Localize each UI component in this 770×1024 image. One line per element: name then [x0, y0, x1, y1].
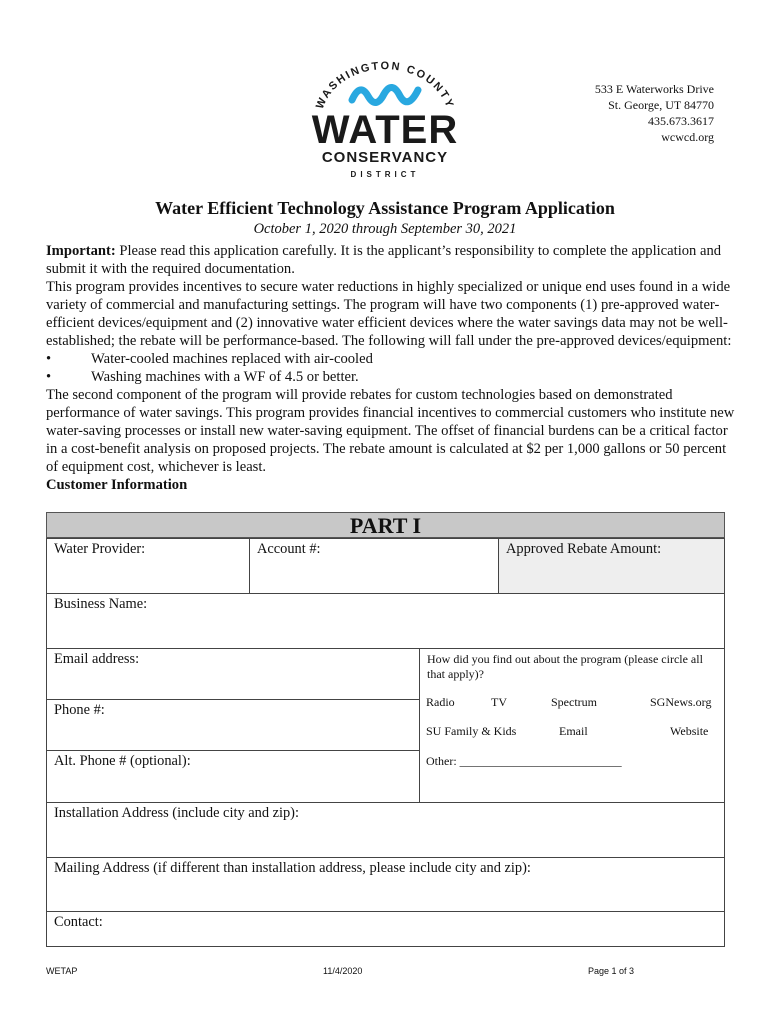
- option-website[interactable]: Website: [670, 724, 709, 738]
- footer-date: 11/4/2020: [323, 966, 363, 976]
- logo-water-text: WATER: [311, 108, 459, 152]
- important-label: Important:: [46, 243, 116, 259]
- mailing-address-label: Mailing Address (if different than installation address, please include city and zip):: [54, 860, 531, 876]
- option-su-family-kids[interactable]: SU Family & Kids: [426, 724, 517, 738]
- phone-field[interactable]: [46, 699, 420, 751]
- installation-address-field[interactable]: [46, 802, 725, 858]
- second-component-paragraph: The second component of the program will provide rebates for custom technologies based on demonstrated performance of water savings. This program provides financial incentives to commercial customers who institute new water-saving processes or install new water-saving equipment. The offset of financial burdens can be a critical factor in a cost-benefit analysis on proposed projects. The rebate amount is calculated at $2 per 1,000 gallons or 50 percent of equipment cost, whichever is least.: [46, 387, 735, 475]
- document-subtitle: October 1, 2020 through September 30, 2021: [253, 221, 517, 237]
- bullet-text: Water-cooled machines replaced with air-cooled: [91, 351, 373, 367]
- alt-phone-field[interactable]: [46, 750, 420, 803]
- wave-icon: [352, 87, 418, 102]
- installation-address-label: Installation Address (include city and zip):: [54, 805, 299, 821]
- logo-district-text: DISTRICT: [350, 170, 420, 179]
- option-radio[interactable]: Radio: [426, 695, 455, 709]
- address-city: St. George, UT 84770: [608, 98, 714, 112]
- mailing-address-field[interactable]: [46, 857, 725, 912]
- option-tv[interactable]: TV: [491, 695, 507, 709]
- contact-field[interactable]: [46, 911, 725, 947]
- footer-page-number: Page 1 of 3: [588, 966, 635, 976]
- footer-form-code: WETAP: [46, 966, 78, 976]
- important-paragraph: [46, 242, 736, 278]
- bullet-item: [46, 350, 736, 368]
- bullet-marker: •: [46, 369, 52, 385]
- phone-label: Phone #:: [54, 702, 105, 718]
- program-description: This program provides incentives to secure water reductions in highly specialized or unique end uses found in a wide variety of commercial and manufacturing settings. The program will have two components (1) pre-approved water-efficient devices/equipment and (2) innovative water efficient devices where the water savings data may not be well-established; the rebate will be performance-based. The following will fall under the pre-approved devices/equipment:: [46, 279, 732, 349]
- body-text: [46, 242, 736, 494]
- district-logo: [300, 60, 470, 185]
- address-phone: 435.673.3617: [648, 114, 714, 128]
- account-label: Account #:: [257, 541, 321, 557]
- option-email[interactable]: Email: [559, 724, 588, 738]
- svg-text:WASHINGTON COUNTY: [314, 60, 456, 111]
- option-other-field[interactable]: Other: ___________________________: [426, 754, 622, 768]
- bullet-text: Washing machines with a WF of 4.5 or better.: [91, 369, 359, 385]
- approved-rebate-field: [498, 538, 725, 594]
- business-name-label: Business Name:: [54, 596, 148, 612]
- email-field[interactable]: [46, 648, 420, 700]
- address-block: [595, 81, 714, 145]
- water-provider-field[interactable]: [46, 538, 250, 594]
- bullet-item: [46, 368, 736, 386]
- referral-question: How did you find out about the program (please circle all that apply)?: [427, 652, 703, 681]
- water-provider-label: Water Provider:: [54, 541, 146, 557]
- approved-rebate-label: Approved Rebate Amount:: [506, 541, 662, 557]
- document-title: Water Efficient Technology Assistance Program Application: [155, 198, 615, 218]
- important-text: Please read this application carefully. It is the applicant’s responsibility to complete the application and submit it with the required documentation.: [46, 243, 722, 277]
- option-spectrum[interactable]: Spectrum: [551, 695, 597, 709]
- bullet-marker: •: [46, 351, 52, 367]
- alt-phone-label: Alt. Phone # (optional):: [54, 753, 191, 769]
- logo-arc-text: WASHINGTON COUNTY: [313, 60, 457, 111]
- option-sgnews[interactable]: SGNews.org: [650, 695, 712, 709]
- address-street: 533 E Waterworks Drive: [594, 82, 714, 96]
- part-header: PART I: [46, 512, 725, 538]
- customer-info-heading: Customer Information: [46, 477, 188, 493]
- logo-conservancy-text: CONSERVANCY: [321, 149, 449, 166]
- address-website: wcwcd.org: [661, 130, 714, 144]
- account-field[interactable]: [249, 538, 499, 594]
- contact-label: Contact:: [54, 914, 103, 930]
- email-label: Email address:: [54, 651, 140, 667]
- business-name-field[interactable]: [46, 593, 725, 649]
